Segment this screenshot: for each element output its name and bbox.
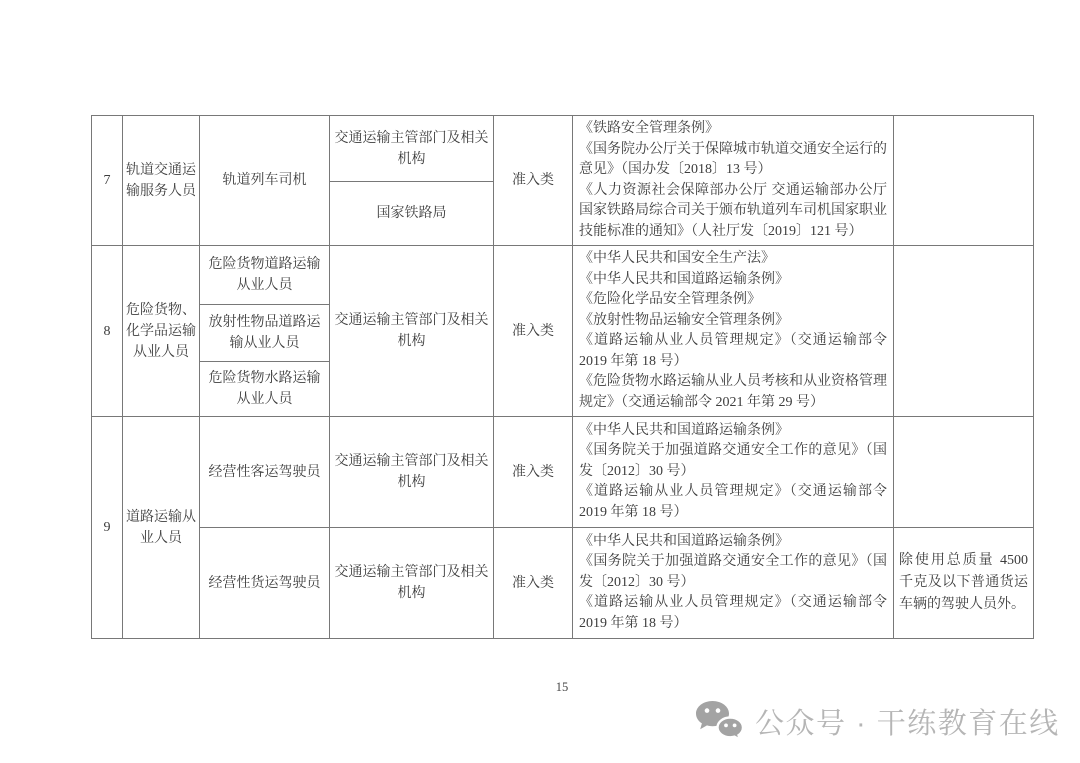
row7-occupation-cell: 轨道列车司机 (200, 116, 330, 246)
basis-line: 《危险化学品安全管理条例》 (579, 292, 761, 307)
row8-legal-basis-cell (573, 246, 894, 417)
table-row (92, 528, 1034, 639)
page-number: 15 (555, 680, 569, 694)
basis-line: 《危险货物水路运输从业人员考核和从业资格管理规定》（交通运输部令 2021 年第 29 号） (579, 374, 887, 410)
basis-line: 《国务院关于加强道路交通安全工作的意见》（国发〔2012〕30 号） (579, 443, 887, 479)
row8-occupation-cell-2: 放射性物品道路运输从业人员 (200, 304, 330, 362)
row7-remark-cell (894, 116, 1034, 246)
row8-number-cell: 8 (92, 246, 123, 417)
row7-category-cell: 轨道交通运输服务人员 (123, 116, 200, 246)
row7-legal-basis-cell (573, 116, 894, 246)
row9a-occupation-cell: 经营性客运驾驶员 (200, 417, 330, 528)
basis-line: 《中华人民共和国道路运输条例》 (579, 271, 789, 287)
row8-department-cell: 交通运输主管部门及相关机构 (330, 246, 494, 417)
row9-number-cell: 9 (92, 417, 123, 639)
row9a-legal-basis-cell (573, 417, 894, 528)
basis-line: 《中华人民共和国道路运输条例》 (579, 533, 789, 549)
row8-occupation-cell-1: 危险货物道路运输从业人员 (200, 246, 330, 305)
basis-line: 《道路运输从业人员管理规定》（交通运输部令 2019 年第 18 号） (579, 484, 887, 520)
basis-line: 《中华人民共和国安全生产法》 (579, 251, 775, 266)
basis-line: 《人力资源社会保障部办公厅 交通运输部办公厅 国家铁路局综合司关于颁布轨道列车司机国家职业技能标准的通知》（人社厅发〔2019〕121 号） (579, 182, 887, 239)
basis-line: 《放射性物品运输安全管理条例》 (579, 312, 789, 328)
row8-type-cell: 准入类 (494, 246, 573, 417)
row9-category-cell: 道路运输从业人员 (123, 417, 200, 639)
basis-line: 《国务院办公厅关于保障城市轨道交通安全运行的意见》（国办发〔2018〕13 号） (579, 141, 887, 177)
basis-line: 《中华人民共和国道路运输条例》 (579, 422, 789, 438)
row9a-department-cell: 交通运输主管部门及相关机构 (330, 417, 494, 528)
table-row (92, 246, 1034, 305)
table-row (92, 417, 1034, 528)
basis-line: 《道路运输从业人员管理规定》（交通运输部令 2019 年第 18 号） (579, 595, 887, 631)
watermark-label: 公众号 · 干练教育在线 (755, 707, 1060, 740)
row9a-type-cell: 准入类 (494, 417, 573, 528)
basis-line: 《铁路安全管理条例》 (579, 121, 719, 136)
basis-line: 《道路运输从业人员管理规定》（交通运输部令 2019 年第 18 号） (579, 333, 887, 369)
footer-watermark (694, 696, 1060, 746)
table-row (92, 116, 1034, 182)
row7-department-cell-2: 国家铁路局 (330, 182, 494, 246)
row9b-department-cell: 交通运输主管部门及相关机构 (330, 528, 494, 639)
wechat-icon (694, 699, 744, 743)
row9b-occupation-cell: 经营性货运驾驶员 (200, 528, 330, 639)
row7-number-cell: 7 (92, 116, 123, 246)
row8-occupation-cell-3: 危险货物水路运输从业人员 (200, 362, 330, 417)
occupational-qualification-table (91, 115, 1034, 639)
row8-remark-cell (894, 246, 1034, 417)
basis-line: 《国务院关于加强道路交通安全工作的意见》（国发〔2012〕30 号） (579, 554, 887, 590)
row9b-legal-basis-cell (573, 528, 894, 639)
row7-department-cell-1: 交通运输主管部门及相关机构 (330, 116, 494, 182)
row9b-remark-cell (894, 528, 1034, 639)
row9b-type-cell: 准入类 (494, 528, 573, 639)
row8-category-cell: 危险货物、化学品运输从业人员 (123, 246, 200, 417)
row7-type-cell: 准入类 (494, 116, 573, 246)
remark-text: 除使用总质量 4500 千克及以下普通货运车辆的驾驶人员外。 (899, 553, 1028, 612)
row9a-remark-cell (894, 417, 1034, 528)
